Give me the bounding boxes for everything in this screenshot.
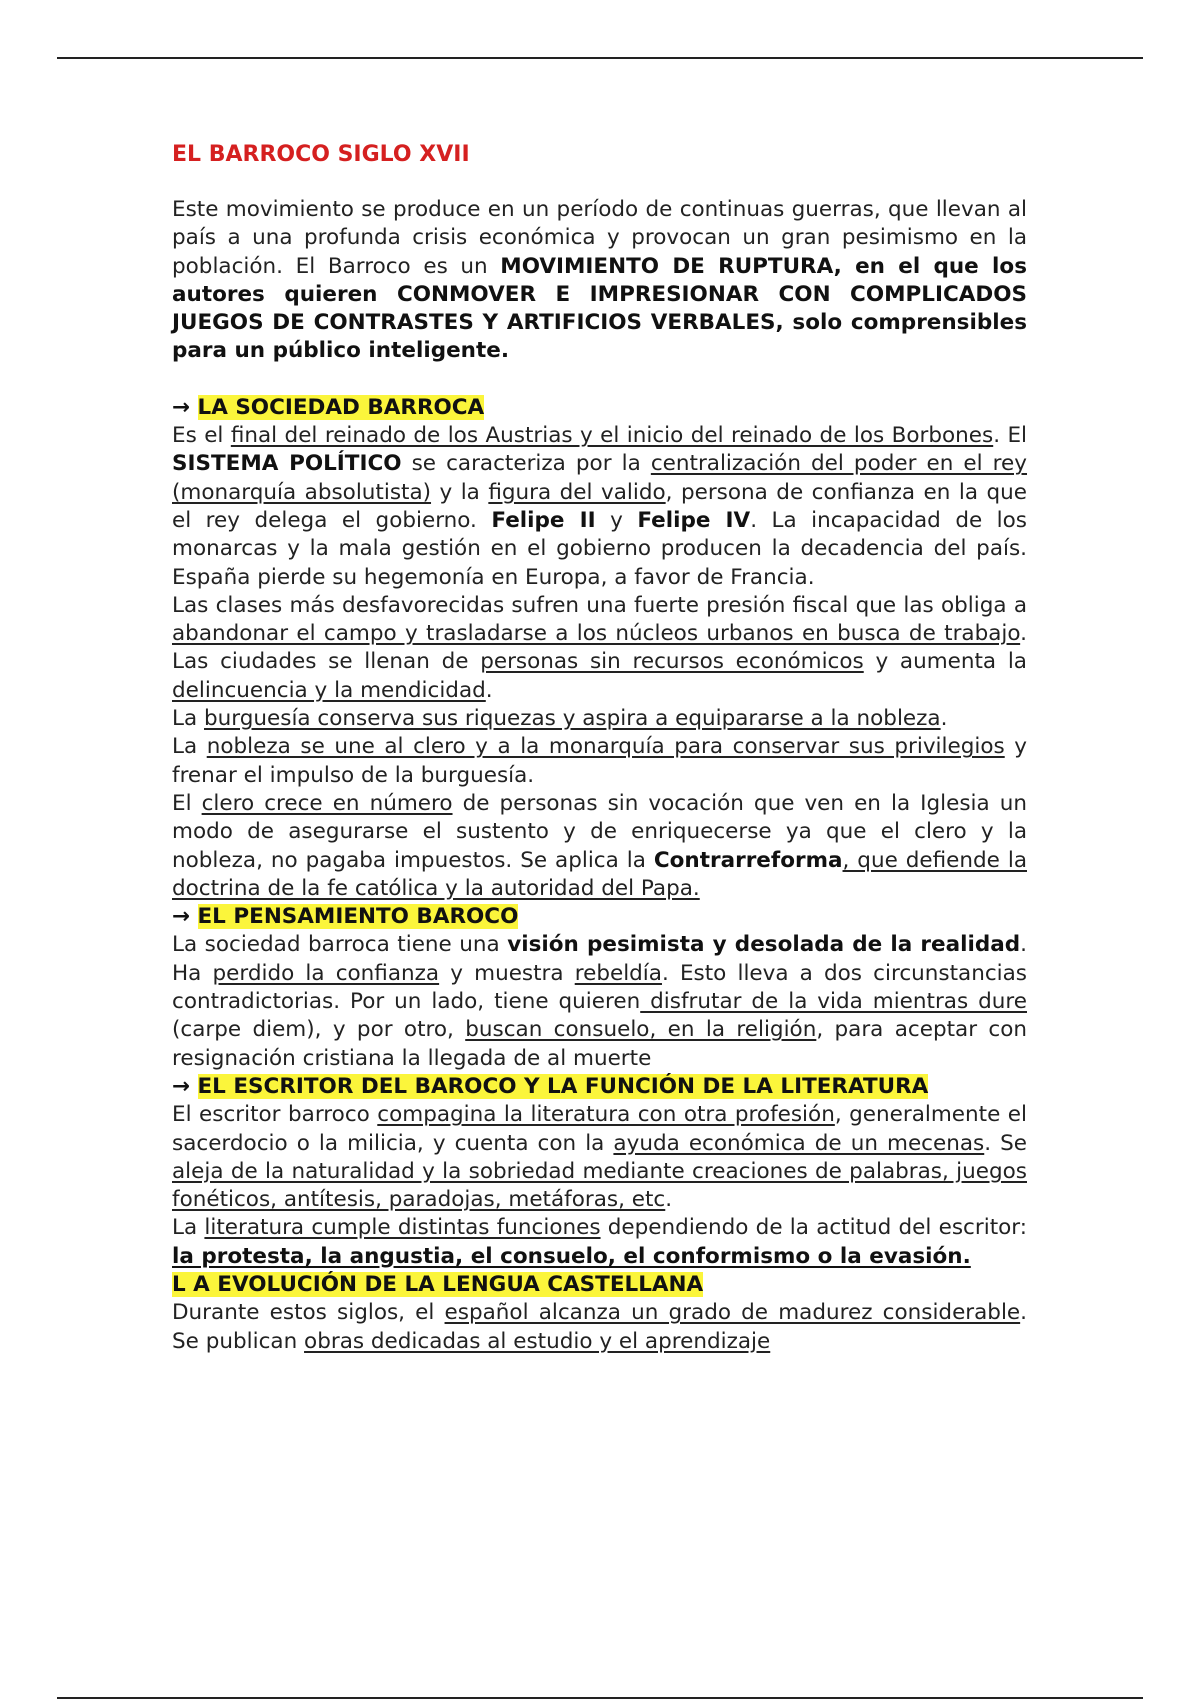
section-heading-pensamiento xyxy=(172,903,1027,931)
text: de personas sin vocación que ven en la Iglesia un modo de asegurarse el sustento y de enriquecerse ya que el clero y la nobleza, no pagaba impuestos. Se aplica la xyxy=(172,790,1027,873)
text: . Se publican xyxy=(172,1300,1027,1354)
text: La xyxy=(172,734,207,760)
text: . Ha xyxy=(172,932,1027,986)
underlined-text: final del reinado de los Austrias y el inicio del reinado de los Borbones xyxy=(230,423,994,449)
document-title: EL BARROCO SIGLO XVII xyxy=(172,142,470,167)
underlined-text: burguesía conserva sus riquezas y aspira a equipararse a la nobleza xyxy=(204,706,941,732)
text: Es el xyxy=(172,423,231,449)
bold-text: SISTEMA POLÍTICO xyxy=(172,451,402,477)
underlined-text: aleja de la naturalidad y la sobriedad mediante creaciones de palabras, juegos fonéticos, antítesis, paradojas, metáforas, etc xyxy=(172,1158,1027,1213)
arrow-icon: → xyxy=(172,904,198,930)
underlined-text: literatura cumple distintas funciones xyxy=(204,1215,601,1241)
paragraph xyxy=(172,1101,1027,1214)
text: y muestra xyxy=(439,960,575,986)
text: . xyxy=(940,706,948,732)
text: El escritor barroco xyxy=(172,1102,378,1128)
text: y la xyxy=(431,479,489,505)
underlined-text: abandonar el campo y trasladarse a los núcleos urbanos en busca de trabajo xyxy=(172,621,1021,647)
heading-text: EL ESCRITOR DEL BAROCO Y LA FUNCIÓN DE LA LITERATURA xyxy=(197,1073,929,1099)
text: , persona de confianza en la que el rey delega el gobierno. xyxy=(172,479,1028,533)
text: La sociedad barroca tiene una xyxy=(172,932,508,958)
underlined-text: personas sin recursos económicos xyxy=(480,649,864,675)
underlined-text: clero crece en número xyxy=(201,790,453,816)
bold-text: Felipe II xyxy=(491,507,596,533)
underlined-text: , que defiende la doctrina de la fe católica y la autoridad del Papa. xyxy=(172,847,1027,901)
underlined-text: obras dedicadas al estudio y el aprendizaje xyxy=(304,1328,771,1354)
bold-underlined-text: la protesta, la angustia, el consuelo, el conformismo o la evasión. xyxy=(172,1243,971,1269)
text: (carpe diem), y por otro, xyxy=(172,1017,466,1043)
text: , para aceptar con resignación cristiana la llegada de al muerte xyxy=(172,1017,1027,1071)
section-heading-lengua xyxy=(172,1271,1027,1299)
underlined-text: compagina la literatura con otra profesión xyxy=(377,1102,835,1128)
text: La xyxy=(172,1215,205,1241)
text: . El xyxy=(993,423,1028,449)
section-heading-sociedad xyxy=(172,394,1027,422)
text: La xyxy=(172,706,204,732)
arrow-icon: → xyxy=(172,1073,198,1099)
heading-text: LA SOCIEDAD BARROCA xyxy=(197,394,485,420)
underlined-text: perdido la confianza xyxy=(212,960,440,986)
heading-text: EL PENSAMIENTO BAROCO xyxy=(197,904,519,930)
paragraph xyxy=(172,705,1027,733)
text: y aumenta la xyxy=(863,649,1027,675)
text: . La incapacidad de los monarcas y la mala gestión en el gobierno producen la decadencia del país. España pierde su hegemonía en Europa, a favor de Francia. xyxy=(172,507,1028,590)
text: . Las ciudades se llenan de xyxy=(172,621,1027,675)
intro-emphasis: MOVIMIENTO DE RUPTURA, en el que los autores quieren CONMOVER E IMPRESIONAR CON COMPLICADOS JUEGOS DE CONTRASTES Y ARTIFICIOS VERBALES, solo comprensibles para un público inteligente. xyxy=(172,253,1027,364)
paragraph xyxy=(172,1214,1027,1271)
document-page xyxy=(172,140,1027,1356)
underlined-text: delincuencia y la mendicidad xyxy=(172,677,486,703)
text: . Se xyxy=(984,1130,1027,1156)
text: . xyxy=(665,1187,673,1213)
header-rule xyxy=(57,57,1143,59)
text: . xyxy=(485,677,493,703)
text: se caracteriza por la xyxy=(401,451,651,477)
footer-rule xyxy=(57,1697,1143,1699)
paragraph xyxy=(172,790,1027,903)
underlined-text: rebeldía xyxy=(574,960,662,986)
intro-paragraph xyxy=(172,196,1027,366)
section-heading-escritor xyxy=(172,1073,1027,1101)
underlined-text: español alcanza un grado de madurez considerable xyxy=(444,1300,1021,1326)
intro-text: Este movimiento se produce en un período de continuas guerras, que llevan al país a una profunda crisis económica y provocan un gran pesimismo en la población. El Barroco es un xyxy=(172,197,1027,279)
text: y xyxy=(595,507,638,533)
underlined-text: nobleza se une al clero y a la monarquía para conservar sus privilegios xyxy=(206,734,1005,760)
text: y frenar el impulso de la burguesía. xyxy=(172,734,1027,788)
text: Las clases más desfavorecidas sufren una fuerte presión fiscal que las obliga a xyxy=(172,592,1027,618)
underlined-text: buscan consuelo, en la religión xyxy=(465,1017,817,1043)
bold-text: Contrarreforma xyxy=(653,847,843,873)
text: . Esto lleva a dos circunstancias contradictorias. Por un lado, tiene quieren xyxy=(172,960,1027,1015)
underlined-text: ayuda económica de un mecenas xyxy=(613,1130,985,1156)
bold-text: visión pesimista y desolada de la realidad xyxy=(507,932,1021,958)
bold-text: Felipe IV xyxy=(637,507,751,533)
paragraph xyxy=(172,592,1027,705)
heading-text: L A EVOLUCIÓN DE LA LENGUA CASTELLANA xyxy=(172,1271,704,1297)
underlined-text: disfrutar de la vida mientras dure xyxy=(640,989,1027,1015)
text: El xyxy=(172,790,202,816)
text: Durante estos siglos, el xyxy=(172,1300,445,1326)
underlined-text: figura del valido xyxy=(488,479,666,505)
underlined-text: centralización del poder en el rey (monarquía absolutista) xyxy=(172,451,1028,505)
text: dependiendo de la actitud del escritor: xyxy=(600,1215,1027,1241)
paragraph xyxy=(172,1299,1027,1356)
paragraph xyxy=(172,422,1027,592)
paragraph xyxy=(172,931,1027,1072)
arrow-icon: → xyxy=(172,394,198,420)
text: , generalmente el sacerdocio o la milicia, y cuenta con la xyxy=(172,1102,1028,1156)
paragraph xyxy=(172,733,1027,790)
